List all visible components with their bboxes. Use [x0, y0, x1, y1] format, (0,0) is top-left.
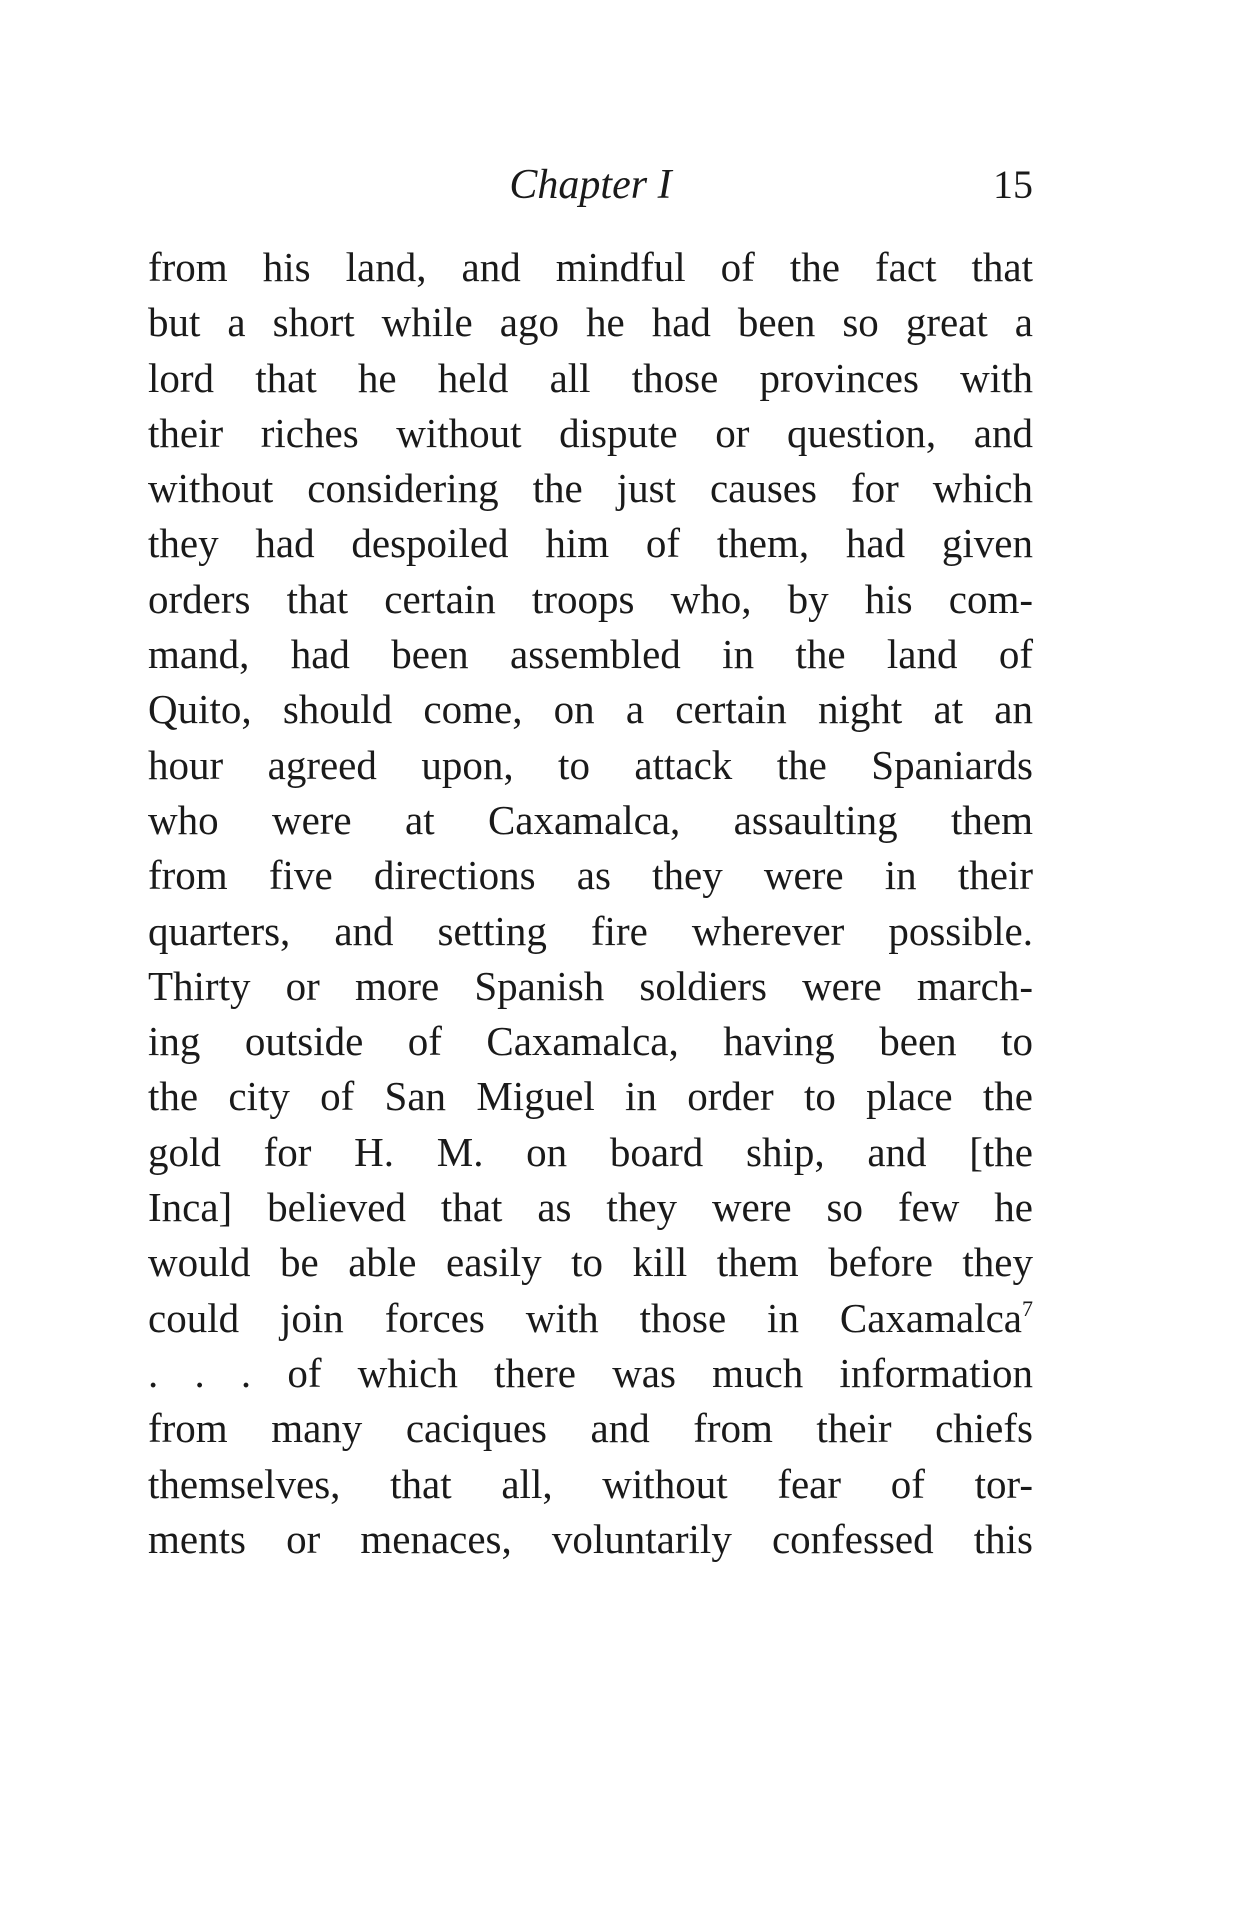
running-head: Chapter I — [509, 162, 672, 208]
text-line: orders that certain troops who, by his com- — [148, 575, 1033, 622]
text-line: would be able easily to kill them before they — [148, 1239, 1033, 1286]
text-line: gold for H. M. on board ship, and [the — [148, 1128, 1033, 1175]
text-line: they had despoiled him of them, had given — [148, 520, 1033, 567]
text-line: from five directions as they were in their — [148, 852, 1033, 899]
text-line: ments or menaces, voluntarily confessed this — [148, 1515, 1033, 1562]
text-line: Inca] believed that as they were so few he — [148, 1184, 1033, 1231]
text-line-content: could join forces with those in Caxamalca — [148, 1294, 1022, 1341]
page-header — [148, 160, 1033, 210]
text-line: themselves, that all, without fear of tor- — [148, 1460, 1033, 1507]
text-line-with-footnote — [148, 1291, 1033, 1346]
text-line: Thirty or more Spanish soldiers were march- — [148, 962, 1033, 1009]
text-line: from his land, and mindful of the fact that — [148, 244, 1033, 290]
text-line: who were at Caxamalca, assaulting them — [148, 796, 1033, 843]
text-line: but a short while ago he had been so great a — [148, 299, 1033, 346]
text-line: without considering the just causes for which — [148, 465, 1033, 512]
text-line: hour agreed upon, to attack the Spaniards — [148, 741, 1033, 788]
text-line: . . . of which there was much information — [148, 1349, 1033, 1396]
footnote-marker: 7 — [1022, 1295, 1033, 1321]
body-text — [148, 240, 1033, 1567]
text-line: ing outside of Caxamalca, having been to — [148, 1018, 1033, 1065]
text-line: Quito, should come, on a certain night at an — [148, 686, 1033, 733]
text-line: lord that he held all those provinces with — [148, 354, 1033, 401]
text-line: mand, had been assembled in the land of — [148, 631, 1033, 678]
page-number: 15 — [993, 162, 1033, 207]
text-line: from many caciques and from their chiefs — [148, 1405, 1033, 1452]
text-line: the city of San Miguel in order to place the — [148, 1073, 1033, 1120]
text-line: their riches without dispute or question, and — [148, 409, 1033, 456]
text-line: quarters, and setting fire wherever possible. — [148, 907, 1033, 954]
